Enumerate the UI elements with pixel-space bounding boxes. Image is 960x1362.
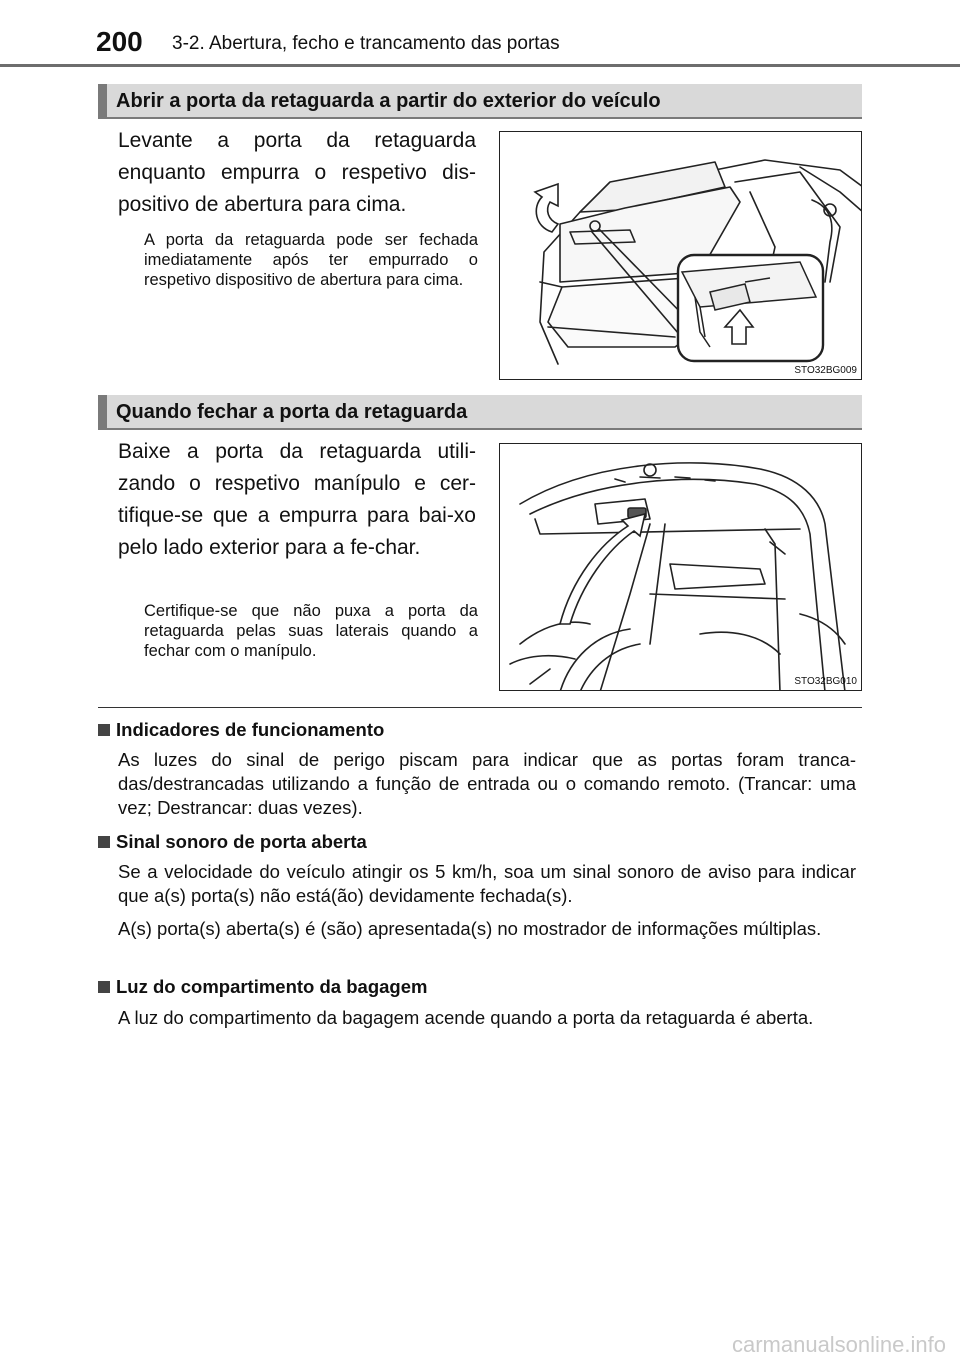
section-heading-closing: [98, 395, 862, 430]
subheading-operation-indicators: [98, 719, 384, 741]
header-rule: [0, 64, 960, 67]
instruction-close: Baixe a porta da retaguarda utili-zando o respetivo manípulo e cer-tifique-se que a empurra para bai-xo pelo lado exterior para a fe-char.: [118, 440, 476, 559]
paragraph-operation-indicators: As luzes do sinal de perigo piscam para indicar que as portas foram tranca-das/destrancadas utilizando a função de entrada ou o comando remoto. (Trancar: uma vez; Destrancar: duas vezes).: [118, 749, 856, 818]
square-bullet-icon: [98, 836, 110, 848]
chapter-title: 3-2. Abertura, fecho e trancamento das portas: [172, 33, 560, 54]
figure-open-tailgate: [499, 131, 862, 380]
tailgate-open-illustration: [500, 132, 862, 380]
figure-code: STO32BG010: [794, 676, 857, 687]
note-close: Certifique-se que não puxa a porta da retaguarda pelas suas laterais quando a fechar com o manípulo.: [144, 602, 478, 660]
note-open: A porta da retaguarda pode ser fechada imediatamente após ter empurrado o respetivo dispositivo de abertura para cima.: [144, 231, 478, 289]
subheading-text: Indicadores de funcionamento: [116, 719, 385, 740]
section-heading-text: Quando fechar a porta da retaguarda: [116, 401, 468, 423]
square-bullet-icon: [98, 724, 110, 736]
subheading-luggage-light: [98, 976, 427, 998]
section-heading-text: Abrir a porta da retaguarda a partir do exterior do veículo: [116, 90, 661, 112]
figure-code: STO32BG009: [794, 365, 857, 376]
page-number: 200: [96, 26, 143, 57]
subheading-door-open-buzzer: [98, 831, 367, 853]
section-heading-open-from-outside: [98, 84, 862, 119]
section-marker: [98, 395, 107, 428]
subheading-text: Sinal sonoro de porta aberta: [116, 831, 367, 852]
section-divider: [98, 707, 862, 708]
square-bullet-icon: [98, 981, 110, 993]
section-marker: [98, 84, 107, 117]
instruction-open: Levante a porta da retaguarda enquanto empurra o respetivo dis-positivo de abertura para cima.: [118, 129, 476, 216]
subheading-text: Luz do compartimento da bagagem: [116, 976, 428, 997]
paragraph-buzzer-2: A(s) porta(s) aberta(s) é (são) apresentada(s) no mostrador de informações múltiplas.: [118, 918, 822, 939]
paragraph-buzzer-1: Se a velocidade do veículo atingir os 5 km/h, soa um sinal sonoro de aviso para indicar que a(s) porta(s) não está(ão) devidamente fechada(s).: [118, 861, 856, 906]
tailgate-close-illustration: [500, 444, 862, 691]
paragraph-luggage-light: A luz do compartimento da bagagem acende quando a porta da retaguarda é aberta.: [118, 1007, 814, 1028]
figure-close-tailgate: [499, 443, 862, 691]
watermark: carmanualsonline.info: [731, 1332, 946, 1357]
